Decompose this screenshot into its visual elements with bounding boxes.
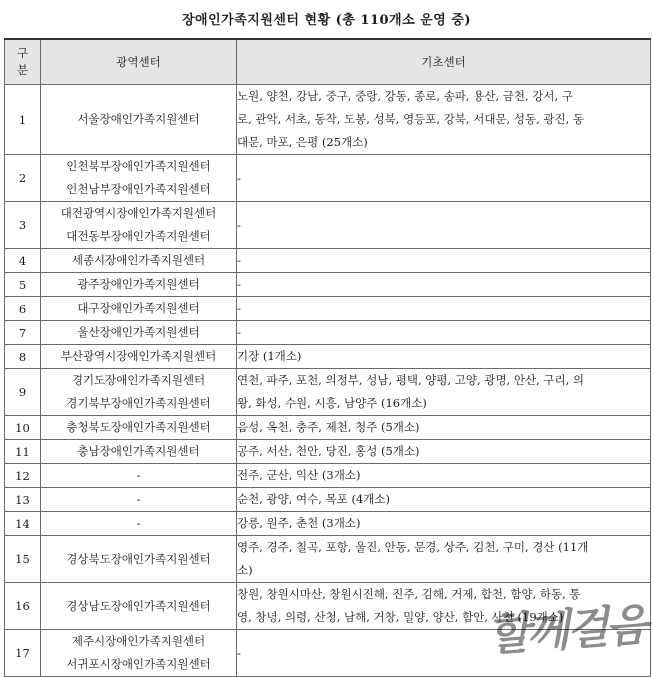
row-number: 10 <box>5 416 41 440</box>
table-row <box>5 345 651 369</box>
basic-centers-text: - <box>237 277 241 291</box>
basic-centers-cell <box>237 630 651 677</box>
basic-centers-cell <box>237 488 651 512</box>
regional-center-name: 광주장애인가족지원센터 <box>77 277 200 291</box>
regional-center-name: 서울장애인가족지원센터 <box>77 112 200 126</box>
basic-centers-cell <box>237 249 651 273</box>
row-number: 15 <box>5 536 41 583</box>
basic-centers-cell <box>237 85 651 155</box>
regional-center-cell <box>41 297 237 321</box>
table-row <box>5 321 651 345</box>
regional-center-name: 대구장애인가족지원센터 <box>77 301 200 315</box>
regional-center-name: 대전동부장애인가족지원센터 <box>66 229 211 243</box>
basic-centers-text: 영, 창녕, 의령, 산청, 남해, 거창, 밀양, 양산, 함안, 사천 (19개소) <box>237 610 564 624</box>
basic-centers-text: - <box>237 253 241 267</box>
basic-centers-cell <box>237 369 651 416</box>
basic-centers-text: 노원, 양천, 강남, 중구, 중랑, 강동, 종로, 송파, 용산, 금천, 강서, 구 <box>237 89 573 103</box>
regional-center-cell <box>41 464 237 488</box>
basic-centers-cell <box>237 155 651 202</box>
regional-center-cell <box>41 321 237 345</box>
regional-center-name: 제주시장애인가족지원센터 <box>71 634 206 648</box>
basic-centers-text: 영주, 경주, 칠곡, 포항, 울진, 안동, 문경, 상주, 김천, 구미, 경산 (11개 <box>237 540 589 554</box>
basic-centers-cell <box>237 297 651 321</box>
regional-center-name: 충청북도장애인가족지원센터 <box>66 420 211 434</box>
basic-centers-cell <box>237 202 651 249</box>
basic-centers-text: 창원, 창원시마산, 창원시진해, 진주, 김해, 거제, 합천, 함양, 하동, 통 <box>237 587 581 601</box>
row-number: 7 <box>5 321 41 345</box>
table-row <box>5 416 651 440</box>
regional-center-name: 경기도장애인가족지원센터 <box>71 373 206 387</box>
table-row <box>5 297 651 321</box>
basic-centers-cell <box>237 583 651 630</box>
table-row <box>5 630 651 677</box>
table-row <box>5 85 651 155</box>
table-row <box>5 202 651 249</box>
table-body <box>5 85 651 677</box>
basic-centers-text: 로, 관악, 서초, 동작, 도봉, 성북, 영등포, 강북, 서대문, 성동, 광진, 동 <box>237 112 585 126</box>
table-row <box>5 155 651 202</box>
row-number: 5 <box>5 273 41 297</box>
row-number: 6 <box>5 297 41 321</box>
regional-center-cell <box>41 273 237 297</box>
row-number: 13 <box>5 488 41 512</box>
basic-centers-cell <box>237 512 651 536</box>
regional-center-cell <box>41 440 237 464</box>
row-number: 17 <box>5 630 41 677</box>
regional-center-cell <box>41 202 237 249</box>
table-row <box>5 440 651 464</box>
basic-centers-text: - <box>237 301 241 315</box>
regional-center-cell <box>41 488 237 512</box>
regional-center-name: 인천남부장애인가족지원센터 <box>66 182 211 196</box>
regional-center-cell <box>41 583 237 630</box>
regional-center-name: - <box>136 516 141 530</box>
basic-centers-text: - <box>237 645 241 660</box>
table-row <box>5 583 651 630</box>
regional-center-cell <box>41 155 237 202</box>
watermark-logo: 할께걸음 <box>485 599 647 662</box>
regional-center-cell <box>41 85 237 155</box>
basic-centers-text: 대문, 마포, 은평 (25개소) <box>237 135 368 149</box>
table-row <box>5 464 651 488</box>
centers-table <box>4 38 651 677</box>
basic-centers-cell <box>237 273 651 297</box>
table-row <box>5 273 651 297</box>
basic-centers-text: - <box>237 325 241 339</box>
regional-center-cell <box>41 416 237 440</box>
row-number: 3 <box>5 202 41 249</box>
regional-center-name: 경상남도장애인가족지원센터 <box>66 598 211 613</box>
table-row <box>5 369 651 416</box>
basic-centers-text: 왕, 화성, 수원, 시흥, 남양주 (16개소) <box>237 396 427 410</box>
table-row <box>5 488 651 512</box>
row-number: 9 <box>5 369 41 416</box>
row-number: 2 <box>5 155 41 202</box>
basic-centers-cell <box>237 536 651 583</box>
header-basic: 기초센터 <box>237 39 651 85</box>
header-no: 구 분 <box>5 39 41 85</box>
regional-center-cell <box>41 249 237 273</box>
basic-centers-text: 순천, 광양, 여수, 목포 (4개소) <box>237 492 390 506</box>
row-number: 16 <box>5 583 41 630</box>
regional-center-cell <box>41 345 237 369</box>
regional-center-name: 대전광역시장애인가족지원센터 <box>60 206 217 220</box>
regional-center-cell <box>41 536 237 583</box>
regional-center-cell <box>41 369 237 416</box>
regional-center-name: 세종시장애인가족지원센터 <box>71 253 206 267</box>
regional-center-cell <box>41 512 237 536</box>
basic-centers-text: 연천, 파주, 포천, 의정부, 성남, 평택, 양평, 고양, 광명, 안산, 구리, 의 <box>237 373 585 387</box>
basic-centers-cell <box>237 464 651 488</box>
regional-center-name: 서귀포시장애인가족지원센터 <box>66 657 211 671</box>
basic-centers-text: 전주, 군산, 익산 (3개소) <box>237 468 361 482</box>
basic-centers-text: 공주, 서산, 천안, 당진, 홍성 (5개소) <box>237 444 420 458</box>
regional-center-name: - <box>136 468 141 482</box>
basic-centers-text: - <box>237 170 241 185</box>
basic-centers-text: 강릉, 원주, 춘천 (3개소) <box>237 516 361 530</box>
row-number: 12 <box>5 464 41 488</box>
basic-centers-text: 소) <box>237 563 253 577</box>
header-row <box>5 39 651 85</box>
regional-center-name: 경상북도장애인가족지원센터 <box>66 551 211 566</box>
basic-centers-text: 기장 (1개소) <box>237 349 302 363</box>
row-number: 1 <box>5 85 41 155</box>
regional-center-name: 인천북부장애인가족지원센터 <box>66 159 211 173</box>
table-row <box>5 249 651 273</box>
basic-centers-text: 음성, 옥천, 충주, 제천, 청주 (5개소) <box>237 420 420 434</box>
row-number: 11 <box>5 440 41 464</box>
regional-center-name: 부산광역시장애인가족지원센터 <box>60 349 217 363</box>
basic-centers-cell <box>237 345 651 369</box>
regional-center-name: 경기북부장애인가족지원센터 <box>66 396 211 410</box>
header-regional: 광역센터 <box>41 39 237 85</box>
basic-centers-text: - <box>237 217 241 232</box>
table-title: 장애인가족지원센터 현황 (총 110개소 운영 중) <box>181 13 472 28</box>
row-number: 14 <box>5 512 41 536</box>
regional-center-name: 충남장애인가족지원센터 <box>77 444 200 458</box>
row-number: 8 <box>5 345 41 369</box>
regional-center-cell <box>41 630 237 677</box>
regional-center-name: - <box>136 492 141 506</box>
basic-centers-cell <box>237 440 651 464</box>
basic-centers-cell <box>237 416 651 440</box>
table-row <box>5 536 651 583</box>
table-row <box>5 512 651 536</box>
basic-centers-cell <box>237 321 651 345</box>
row-number: 4 <box>5 249 41 273</box>
regional-center-name: 울산장애인가족지원센터 <box>77 325 200 339</box>
